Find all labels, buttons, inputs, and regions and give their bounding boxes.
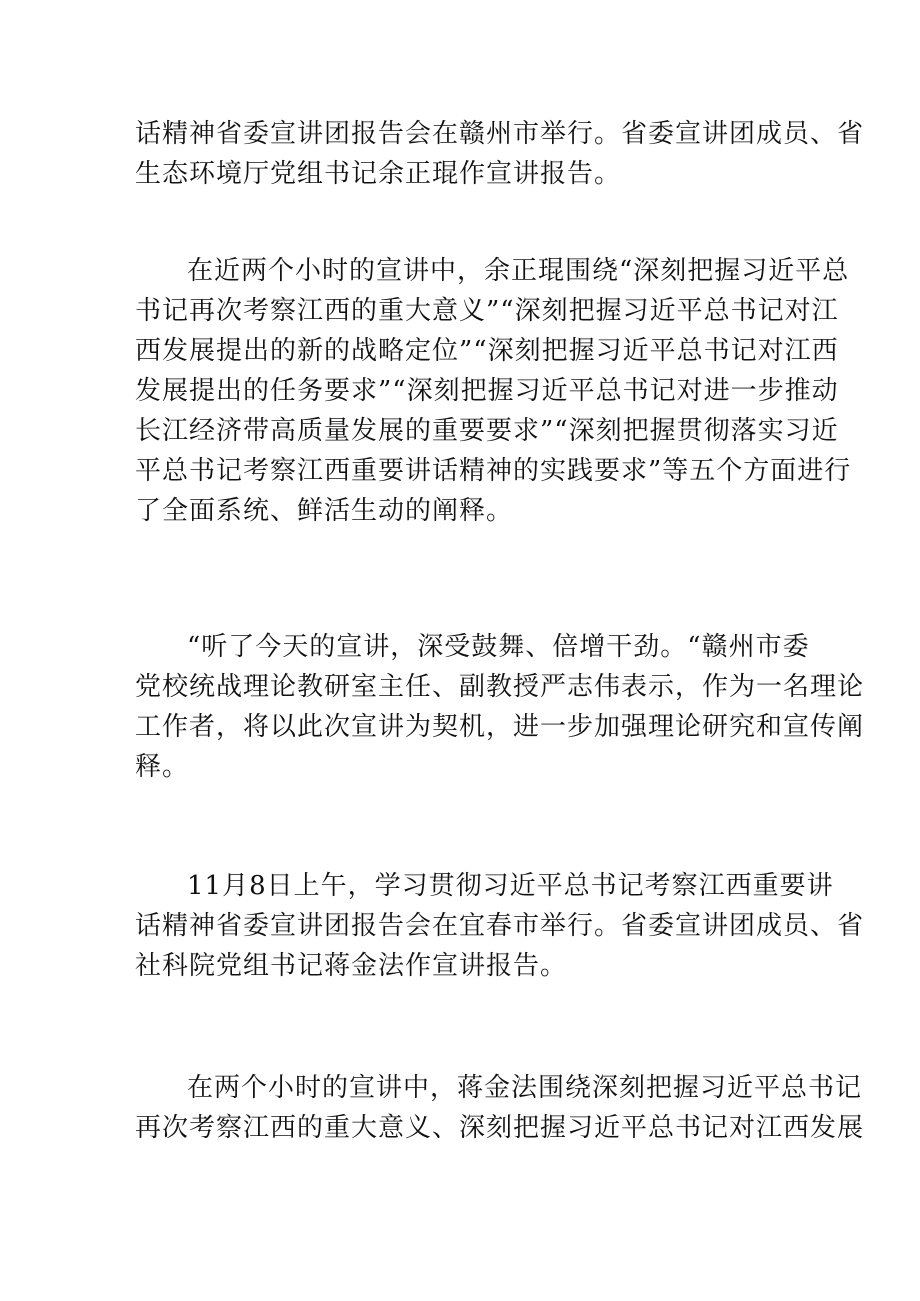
text-line: 释。	[135, 752, 190, 782]
text-line: 话精神省委宣讲团报告会在赣州市举行。省委宣讲团成员、省	[135, 119, 865, 149]
text-line: 工作者，将以此次宣讲为契机，进一步加强理论研究和宣传阐	[135, 712, 865, 742]
text-line: 在两个小时的宣讲中，蒋金法围绕深刻把握习近平总书记	[187, 1073, 863, 1103]
text-line: 了全面系统、鲜活生动的阐释。	[135, 496, 514, 526]
paragraph-jiang-jinfa-lecture	[135, 1068, 865, 1148]
text-line: 书记再次考察江西的重大意义”“深刻把握习近平总书记对江	[135, 296, 839, 326]
text-line: 再次考察江西的重大意义、深刻把握习近平总书记对江西发展	[135, 1113, 865, 1143]
text-line: 社科院党组书记蒋金法作宣讲报告。	[135, 951, 568, 981]
text-line: 生态环境厅党组书记余正琨作宣讲报告。	[135, 159, 622, 189]
text-line: 西发展提出的新的战略定位”“深刻把握习近平总书记对江西	[135, 336, 839, 366]
text-line: 在近两个小时的宣讲中，余正琨围绕“深刻把握习近平总	[187, 256, 850, 286]
paragraph-gannan-report-intro	[135, 114, 865, 194]
paragraph-audience-quote	[135, 627, 865, 787]
text-line: 长江经济带高质量发展的重要要求”“深刻把握贯彻落实习近	[135, 416, 839, 446]
text-line: 话精神省委宣讲团报告会在宜春市举行。省委宣讲团成员、省	[135, 911, 865, 941]
paragraph-yichun-report-intro	[135, 866, 865, 986]
text-line: “听了今天的宣讲，深受鼓舞、倍增干劲。“赣州市委	[187, 632, 810, 662]
text-line: 平总书记考察江西重要讲话精神的实践要求”等五个方面进行	[135, 456, 852, 486]
text-line: 党校统战理论教研室主任、副教授严志伟表示，作为一名理论	[135, 672, 865, 702]
text-line: 11月8日上午，学习贯彻习近平总书记考察江西重要讲	[187, 871, 834, 901]
paragraph-yu-zhengkun-lecture	[135, 251, 852, 531]
text-line: 发展提出的任务要求”“深刻把握习近平总书记对进一步推动	[135, 376, 839, 406]
